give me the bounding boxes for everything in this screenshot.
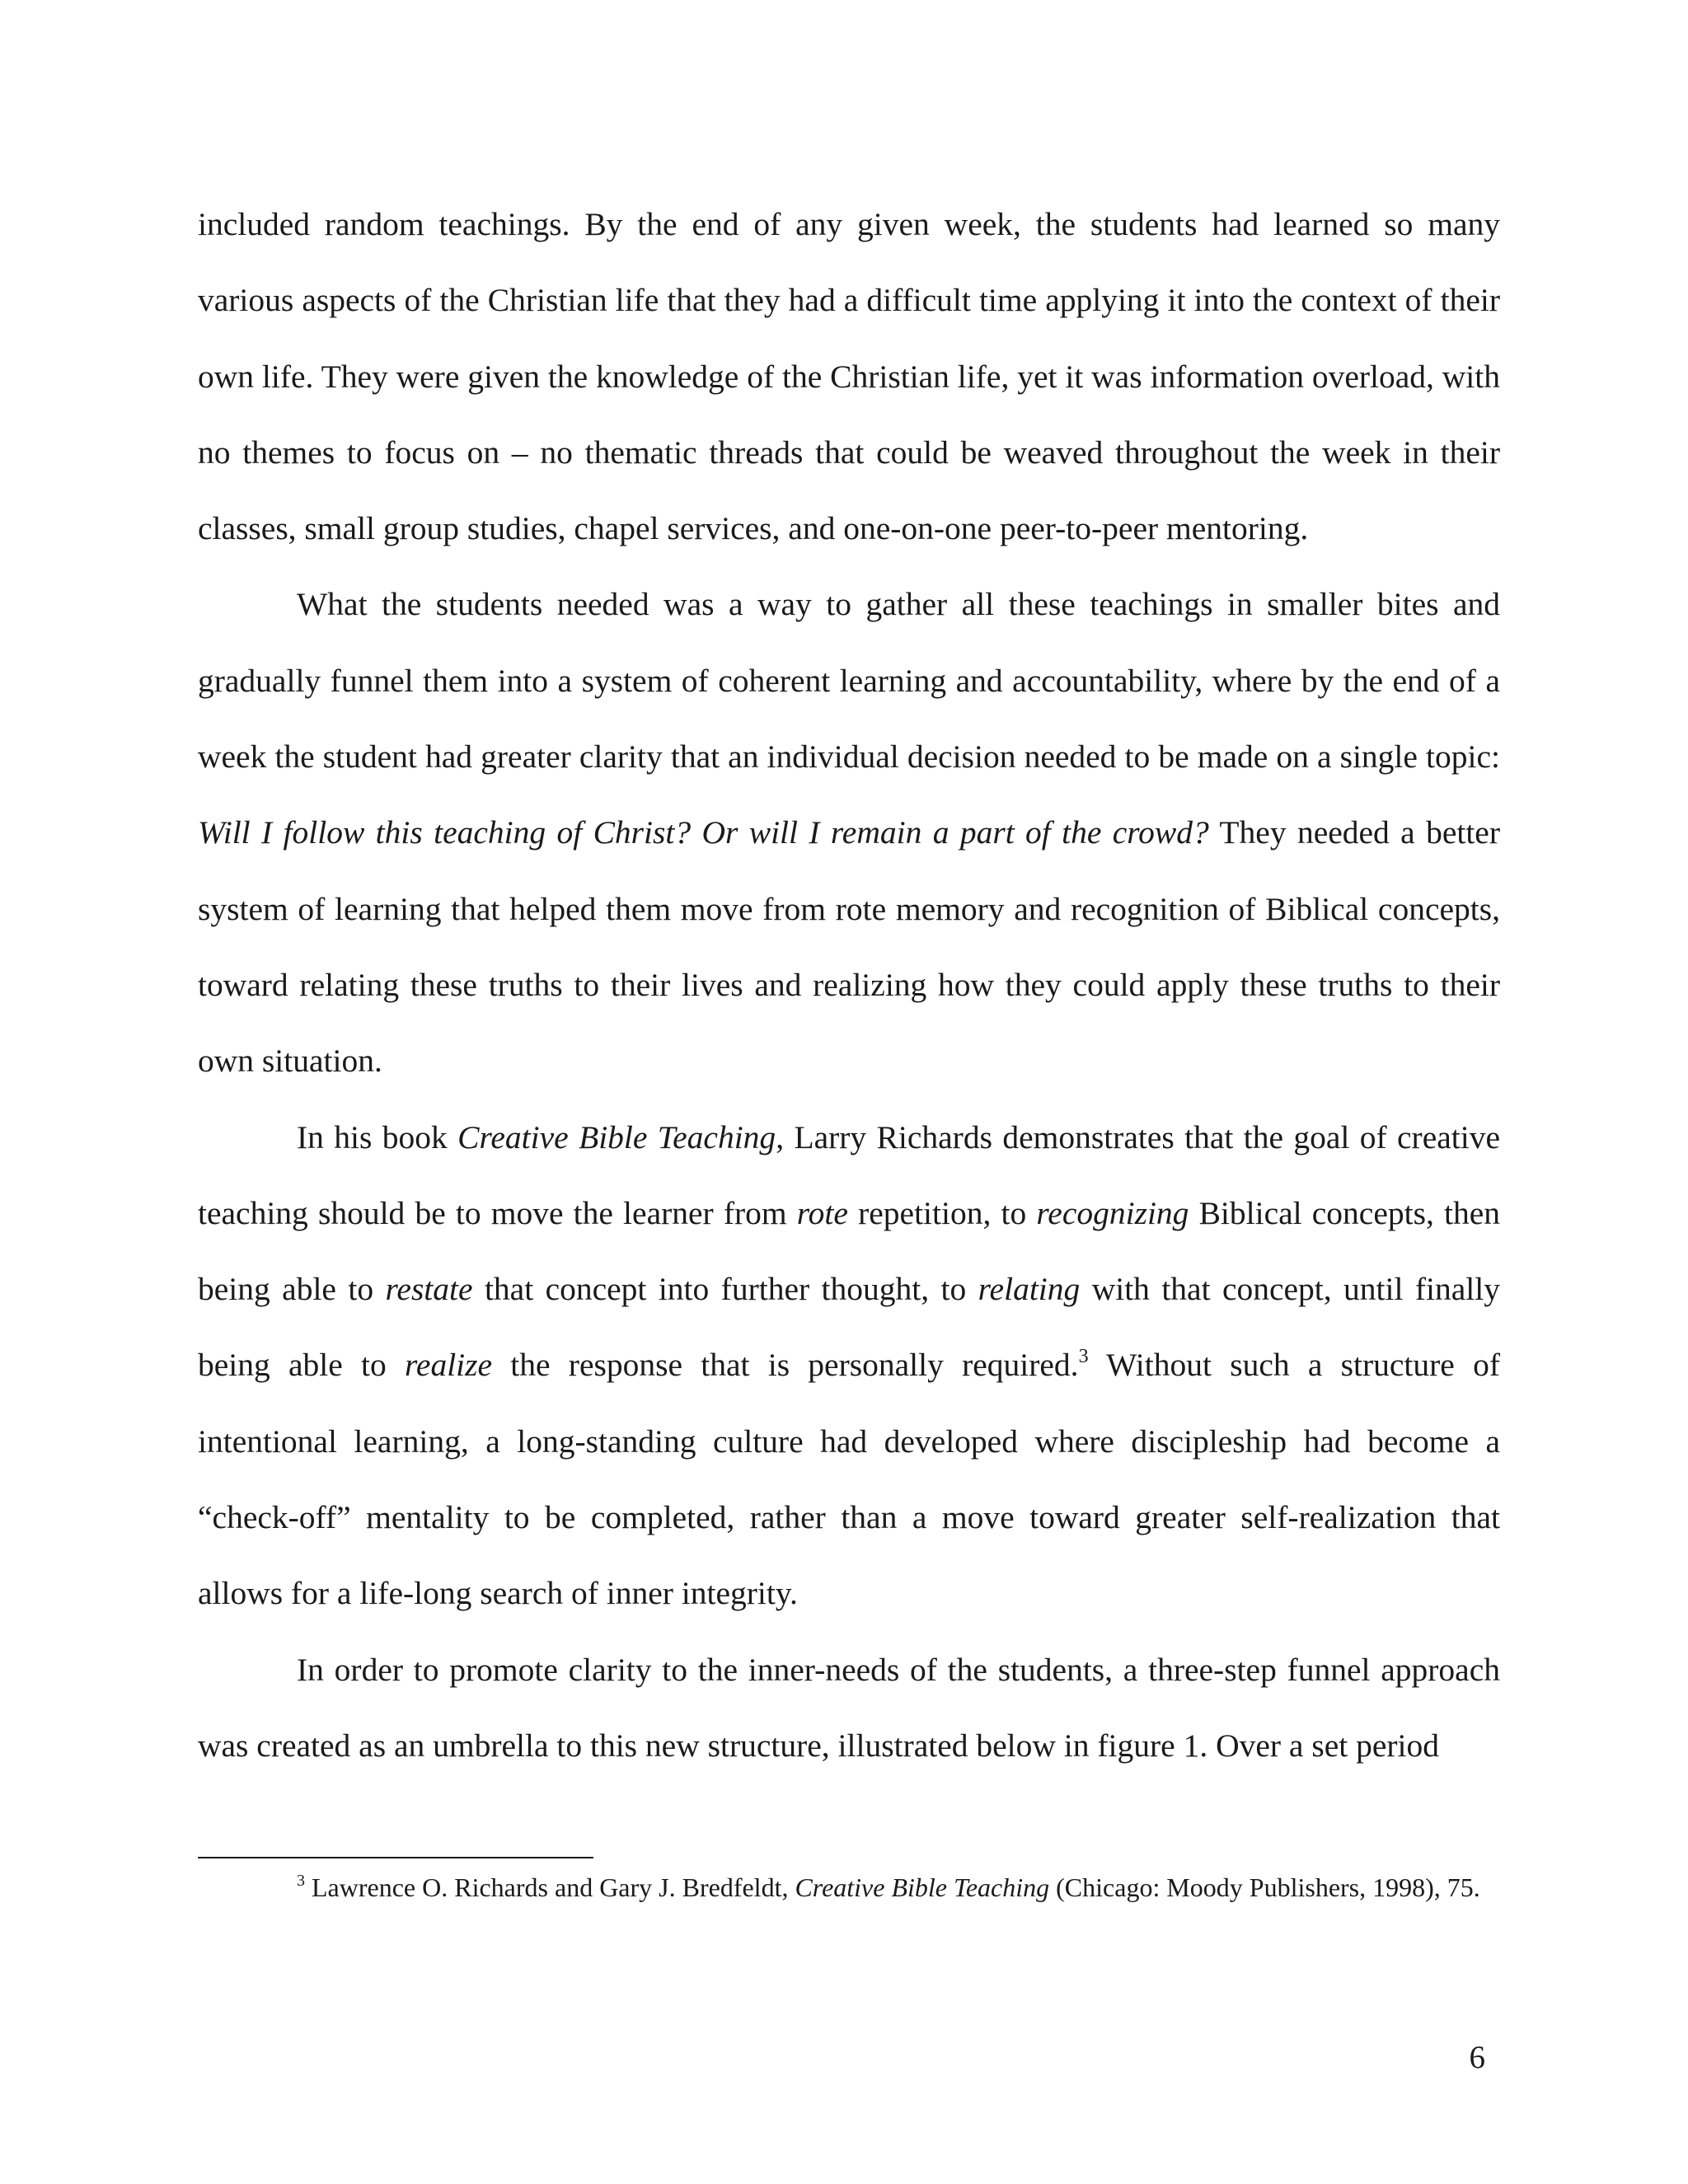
paragraph-3-text-d: Biblical concepts, then being able to [198, 1194, 1501, 1308]
paragraph-2-text-b: They needed a better system of learning that helped them move from rote memory and recognition of Biblical concepts, toward relating these truths to their lives and realizing how they could apply these truths to their own situation. [198, 814, 1500, 1080]
footnote [198, 1871, 1500, 1904]
footnote-divider [198, 1857, 593, 1858]
paragraph-3-text-c: repetition, to [847, 1194, 1037, 1231]
footnote-book-title: Creative Bible Teaching [795, 1872, 1050, 1902]
paragraph-4-text: In order to promote clarity to the inner-needs of the students, a three-step funnel approach was created as an umbrella to this new structure, illustrated below in figure 1. Over a set period [198, 1651, 1500, 1764]
paragraph-2 [198, 566, 1500, 1099]
term-relating: relating [978, 1271, 1081, 1308]
paragraph-3-text-g: the response that is personally required. [492, 1347, 1079, 1384]
paragraph-1 [198, 186, 1500, 566]
paragraph-2-text-a: What the students needed was a way to gather all these teachings in smaller bites and gradually funnel them into a system of coherent learning and accountability, where by the end of a week the student had greater clarity that an individual decision needed to be made on a single topic: [198, 586, 1500, 776]
paragraph-3-book-title: Creative Bible Teaching [457, 1118, 776, 1155]
paragraph-3-text-f: with that concept, until finally being able to [198, 1271, 1500, 1384]
term-rote: rote [796, 1194, 848, 1231]
paragraph-1-text: included random teachings. By the end of any given week, the students had learned so many various aspects of the Christian life that they had a difficult time applying it into the context of their own life. They were given the knowledge of the Christian life, yet it was information overload, with no themes to focus on – no thematic threads that could be weaved throughout the week in their classes, small group studies, chapel services, and one-on-one peer-to-peer mentoring. [198, 206, 1500, 547]
paragraph-3 [198, 1099, 1500, 1632]
page-number: 6 [1469, 2040, 1485, 2075]
paragraph-2-italic-questions: Will I follow this teaching of Christ? Or will I remain a part of the crowd? [198, 814, 1209, 851]
term-restate: restate [385, 1271, 473, 1308]
footnote-text-a: Lawrence O. Richards and Gary J. Bredfeldt, [305, 1872, 795, 1902]
paragraph-3-text-h: Without such a structure of intentional learning, a long-standing culture had developed where discipleship had become a “check-off” mentality to be completed, rather than a move toward greater self-realization that allows for a life-long search of inner integrity. [198, 1347, 1500, 1612]
term-recognizing: recognizing [1036, 1194, 1189, 1231]
paragraph-3-text-a: In his book [297, 1118, 458, 1155]
footnote-number: 3 [297, 1872, 305, 1890]
term-realize: realize [405, 1347, 493, 1384]
footnote-text-b: (Chicago: Moody Publishers, 1998), 75. [1049, 1872, 1480, 1902]
paragraph-3-text-b: , Larry Richards demonstrates that the goal of creative teaching should be to move the learner from [198, 1118, 1500, 1231]
paragraph-4 [198, 1632, 1500, 1784]
footnote-reference[interactable]: 3 [1078, 1346, 1089, 1368]
body-text [198, 186, 1500, 1783]
paragraph-3-text-e: that concept into further thought, to [472, 1271, 978, 1308]
